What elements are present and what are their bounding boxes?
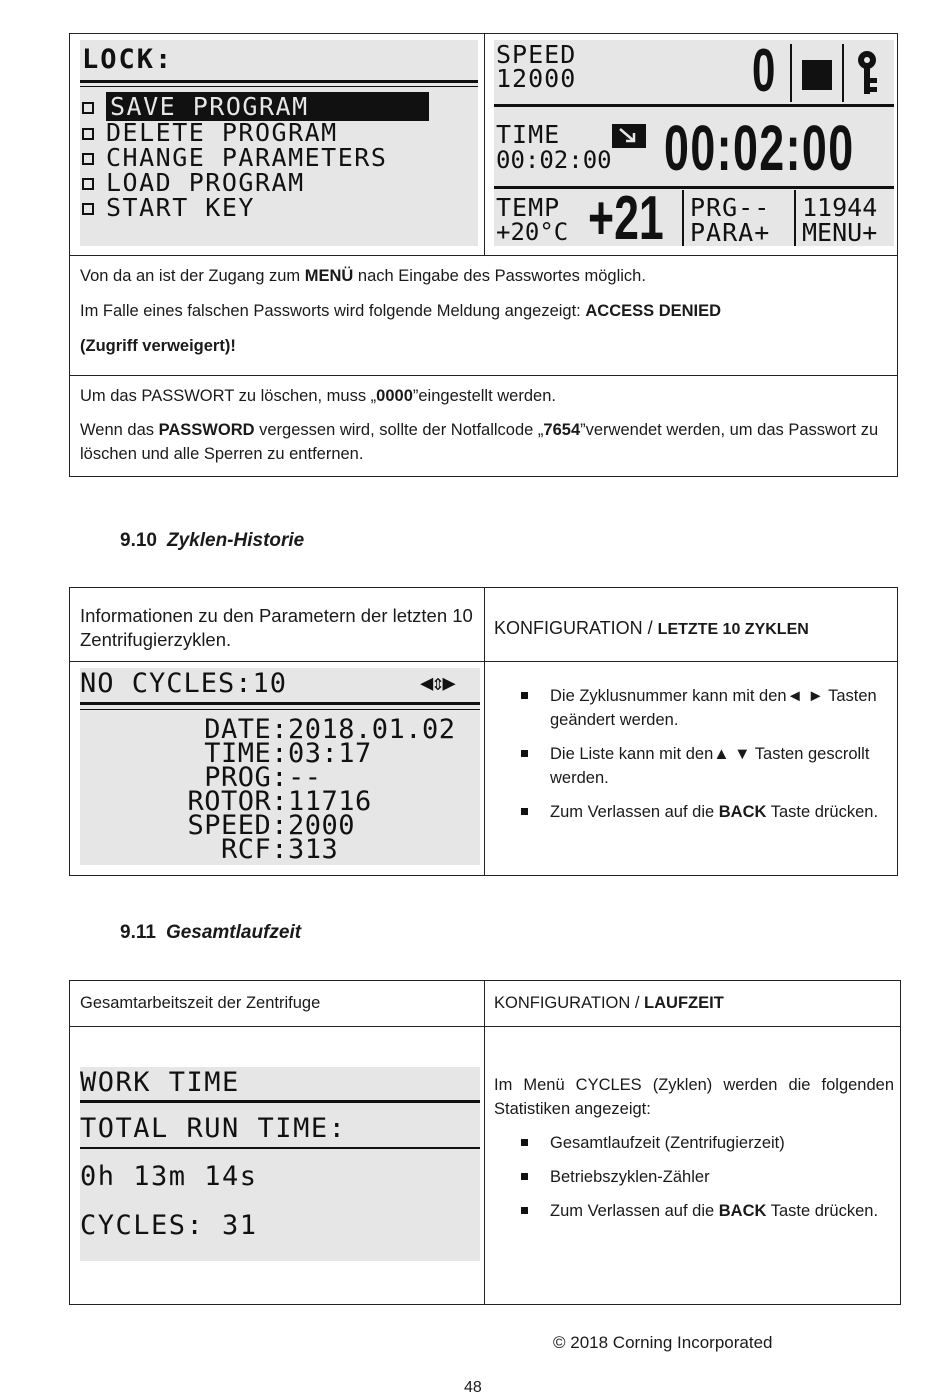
total-run-label: TOTAL RUN TIME: bbox=[80, 1113, 347, 1144]
section-title: Gesamtlaufzeit bbox=[165, 922, 302, 943]
cycle-detail-label: ROTOR: bbox=[187, 786, 288, 817]
bullet-exit: Zum Verlassen auf die BACK Taste drücken. bbox=[516, 1199, 894, 1223]
cycle-config-path: KONFIGURATION / LETZTE 10 ZYKLEN bbox=[494, 618, 809, 638]
section-title: Zyklen-Historie bbox=[166, 530, 305, 551]
checkbox-icon bbox=[82, 203, 94, 215]
checkbox-icon bbox=[82, 153, 94, 165]
cycle-nav-icon: ◀⇕▶ bbox=[420, 671, 454, 696]
lock-title: LOCK: bbox=[82, 44, 174, 75]
section-number: 9.11 bbox=[120, 922, 156, 943]
lock-item-label: SAVE PROGRAM bbox=[106, 92, 429, 121]
cycles-divider bbox=[80, 702, 480, 705]
cycle-detail-value: 11716 bbox=[288, 786, 372, 817]
section-number: 9.10 bbox=[120, 530, 157, 551]
cycle-detail-label: TIME: bbox=[204, 738, 288, 769]
total-run-value: 0h 13m 14s bbox=[80, 1161, 258, 1192]
emergency-code-text: Wenn das PASSWORD vergessen wird, sollte der Notfallcode „7654”verwendet werden, um das Passwort zu löschen und alle Sperren zu entfernen. bbox=[80, 421, 879, 463]
status-lcd-screen bbox=[494, 40, 894, 246]
lock-item-label: START KEY bbox=[106, 193, 255, 222]
section-heading-9-11 bbox=[120, 922, 301, 944]
lock-item-label: LOAD PROGRAM bbox=[106, 168, 305, 197]
access-denied-text: Im Falle eines falschen Passworts wird folgende Meldung angezeigt: ACCESS DENIED bbox=[80, 302, 722, 320]
lock-item-label: CHANGE PARAMETERS bbox=[106, 143, 388, 172]
lock-item-delete bbox=[82, 120, 338, 145]
access-denied-translation: (Zugriff verweigert)! bbox=[80, 337, 236, 355]
speed-value: 12000 bbox=[496, 64, 577, 93]
lock-divider-thin bbox=[80, 86, 478, 87]
run-time-table bbox=[69, 980, 901, 1305]
cycle-history-table bbox=[69, 587, 898, 876]
copyright-notice: © 2018 Corning Incorporated bbox=[553, 1333, 773, 1352]
lock-item-change bbox=[82, 145, 387, 170]
work-time-lcd-screen bbox=[80, 1067, 480, 1261]
time-label: TIME bbox=[496, 120, 561, 149]
time-value: 00:02:00 bbox=[496, 146, 612, 174]
status-divider bbox=[494, 104, 894, 107]
checkbox-icon bbox=[82, 178, 94, 190]
bullet-total-run-time: Gesamtlaufzeit (Zentrifugierzeit) bbox=[516, 1131, 894, 1155]
temp-label: TEMP bbox=[496, 193, 561, 222]
total-cycles: CYCLES: 31 bbox=[80, 1210, 258, 1241]
cycle-instructions bbox=[516, 684, 886, 834]
speed-label: SPEED bbox=[496, 40, 577, 69]
divider-v bbox=[682, 190, 684, 246]
lock-table bbox=[69, 33, 898, 477]
lock-item-start bbox=[82, 195, 255, 220]
password-reset-info bbox=[80, 384, 880, 466]
temp-value: +20°C bbox=[496, 218, 569, 246]
divider-v bbox=[794, 190, 796, 246]
lock-item-save bbox=[82, 94, 429, 119]
key-icon bbox=[854, 50, 880, 98]
cycle-detail-value: 2018.01.02 bbox=[288, 714, 456, 745]
cycles-header: NO CYCLES:10 bbox=[80, 668, 288, 699]
count-bottom: MENU+ bbox=[802, 218, 878, 246]
cycle-detail-label: RCF: bbox=[220, 834, 288, 865]
section-heading-9-10 bbox=[120, 530, 304, 552]
divider-v bbox=[842, 44, 844, 102]
bullet-cycle-counter: Betriebszyklen-Zähler bbox=[516, 1165, 894, 1189]
cycle-detail-value: 03:17 bbox=[288, 738, 372, 769]
total-run-divider bbox=[80, 1147, 480, 1149]
status-divider bbox=[494, 186, 894, 189]
cycle-detail-value: 2000 bbox=[288, 810, 356, 841]
lock-lcd-screen bbox=[80, 40, 478, 246]
cycle-detail-label: PROG: bbox=[204, 762, 288, 793]
lock-item-label: DELETE PROGRAM bbox=[106, 118, 338, 147]
big-speed: 0 bbox=[752, 40, 776, 104]
prg-bottom: PARA+ bbox=[690, 218, 771, 246]
bullet-exit: Zum Verlassen auf die BACK Taste drücken. bbox=[516, 800, 886, 824]
big-temp: +21 bbox=[588, 184, 664, 246]
password-clear-text: Um das PASSWORT zu löschen, muss „0000”eingestellt werden. bbox=[80, 387, 556, 405]
prg-top: PRG-- bbox=[690, 193, 771, 222]
cycles-divider-thin bbox=[80, 709, 480, 710]
cycle-detail-value: -- bbox=[288, 762, 322, 793]
bullet-change-cycle: Die Zyklusnummer kann mit den◄ ► Tasten geändert werden. bbox=[516, 684, 886, 732]
lock-item-load bbox=[82, 170, 305, 195]
cycle-detail-label: SPEED: bbox=[187, 810, 288, 841]
checkbox-icon bbox=[82, 128, 94, 140]
access-info bbox=[80, 264, 890, 358]
cycle-detail-row bbox=[80, 834, 480, 865]
stop-icon bbox=[802, 60, 832, 90]
big-time: 00:02:00 bbox=[664, 112, 855, 184]
cycles-lcd-screen bbox=[80, 668, 480, 865]
run-time-info: Gesamtarbeitszeit der Zentrifuge bbox=[80, 994, 321, 1012]
statistics-intro: Im Menü CYCLES (Zyklen) werden die folgenden Statistiken angezeigt: bbox=[494, 1076, 894, 1118]
run-time-description bbox=[494, 1073, 894, 1233]
count-top: 11944 bbox=[802, 193, 878, 222]
cycle-detail-value: 313 bbox=[288, 834, 339, 865]
bullet-scroll-list: Die Liste kann mit den▲ ▼ Tasten gescrollt werden. bbox=[516, 742, 886, 790]
divider-v bbox=[790, 44, 792, 102]
menu-access-text: Von da an ist der Zugang zum MENÜ nach Eingabe des Passwortes möglich. bbox=[80, 267, 646, 285]
checkbox-icon bbox=[82, 102, 94, 114]
run-time-config-path: KONFIGURATION / LAUFZEIT bbox=[494, 994, 724, 1012]
lock-divider bbox=[80, 80, 478, 83]
cycle-detail-label: DATE: bbox=[204, 714, 288, 745]
timer-icon bbox=[612, 124, 646, 148]
work-time-title: WORK TIME bbox=[80, 1067, 240, 1098]
cycle-info-text: Informationen zu den Parametern der letzten 10 Zentrifugierzyklen. bbox=[80, 605, 473, 650]
page-number: 48 bbox=[464, 1379, 482, 1396]
work-time-divider bbox=[80, 1100, 480, 1103]
